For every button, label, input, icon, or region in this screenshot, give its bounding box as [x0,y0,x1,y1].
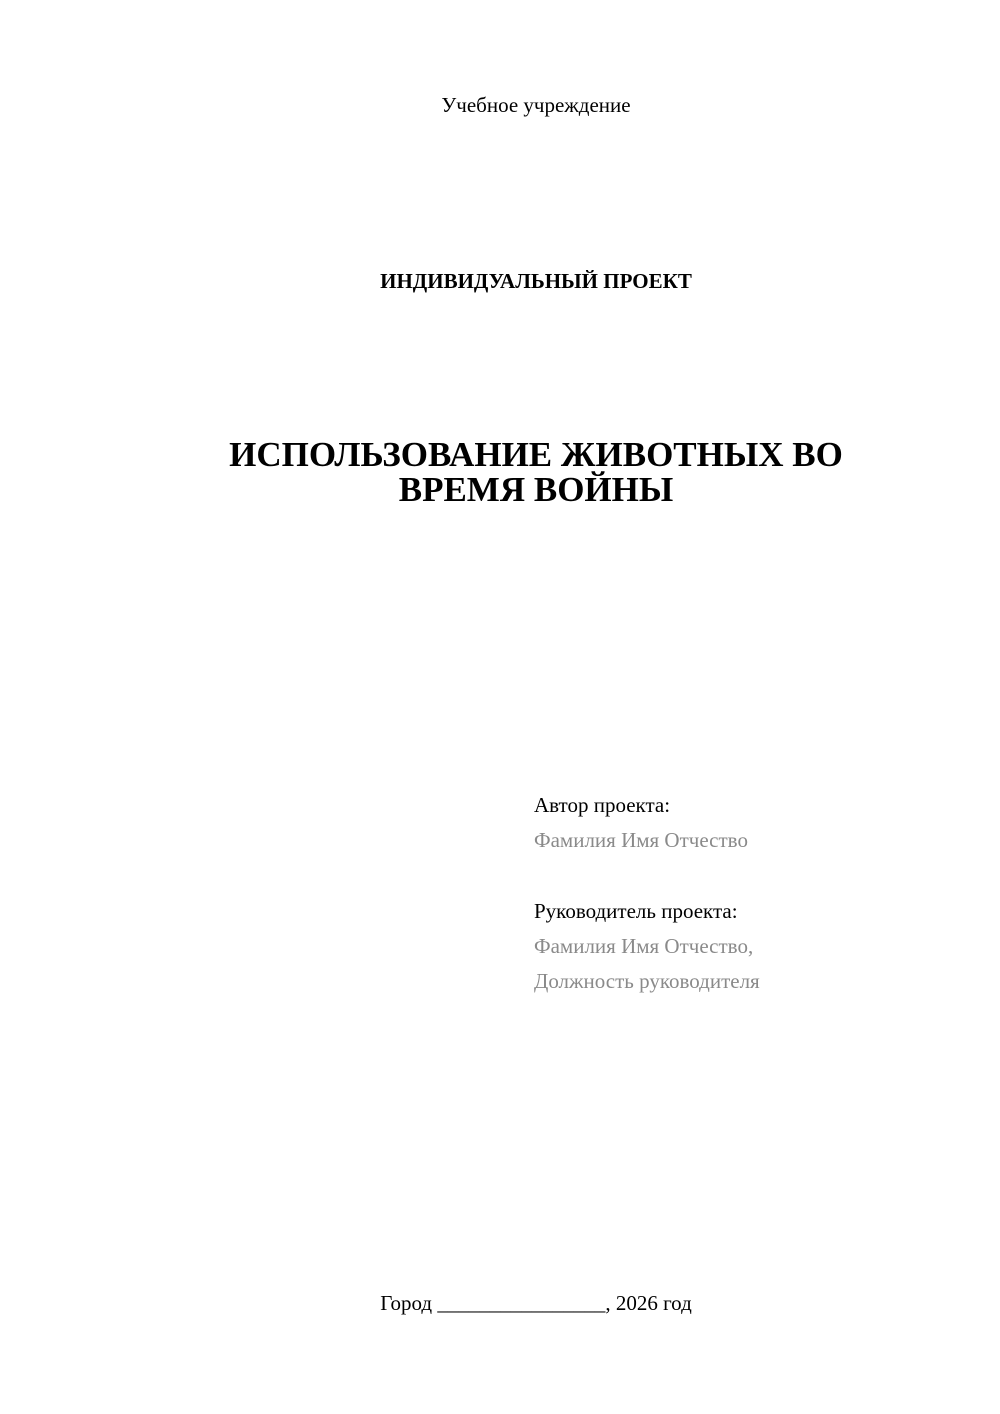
project-title [150,437,922,507]
author-label: Автор проекта: [534,793,671,817]
project-title-line-1: ИСПОЛЬЗОВАНИЕ ЖИВОТНЫХ ВО [229,435,843,474]
author-name-placeholder: Фамилия Имя Отчество [534,828,748,852]
institution-name: Учебное учреждение [441,93,631,117]
supervisor-position-placeholder: Должность руководителя [534,969,760,993]
supervisor-label: Руководитель проекта: [534,899,738,923]
city-year-line: Город ________________, 2026 год [380,1291,692,1315]
project-type-heading: ИНДИВИДУАЛЬНЫЙ ПРОЕКТ [380,269,692,293]
authorship-block [534,788,974,999]
block-spacer [534,858,974,894]
supervisor-name-placeholder: Фамилия Имя Отчество, [534,934,754,958]
project-title-line-2: ВРЕМЯ ВОЙНЫ [398,470,674,509]
